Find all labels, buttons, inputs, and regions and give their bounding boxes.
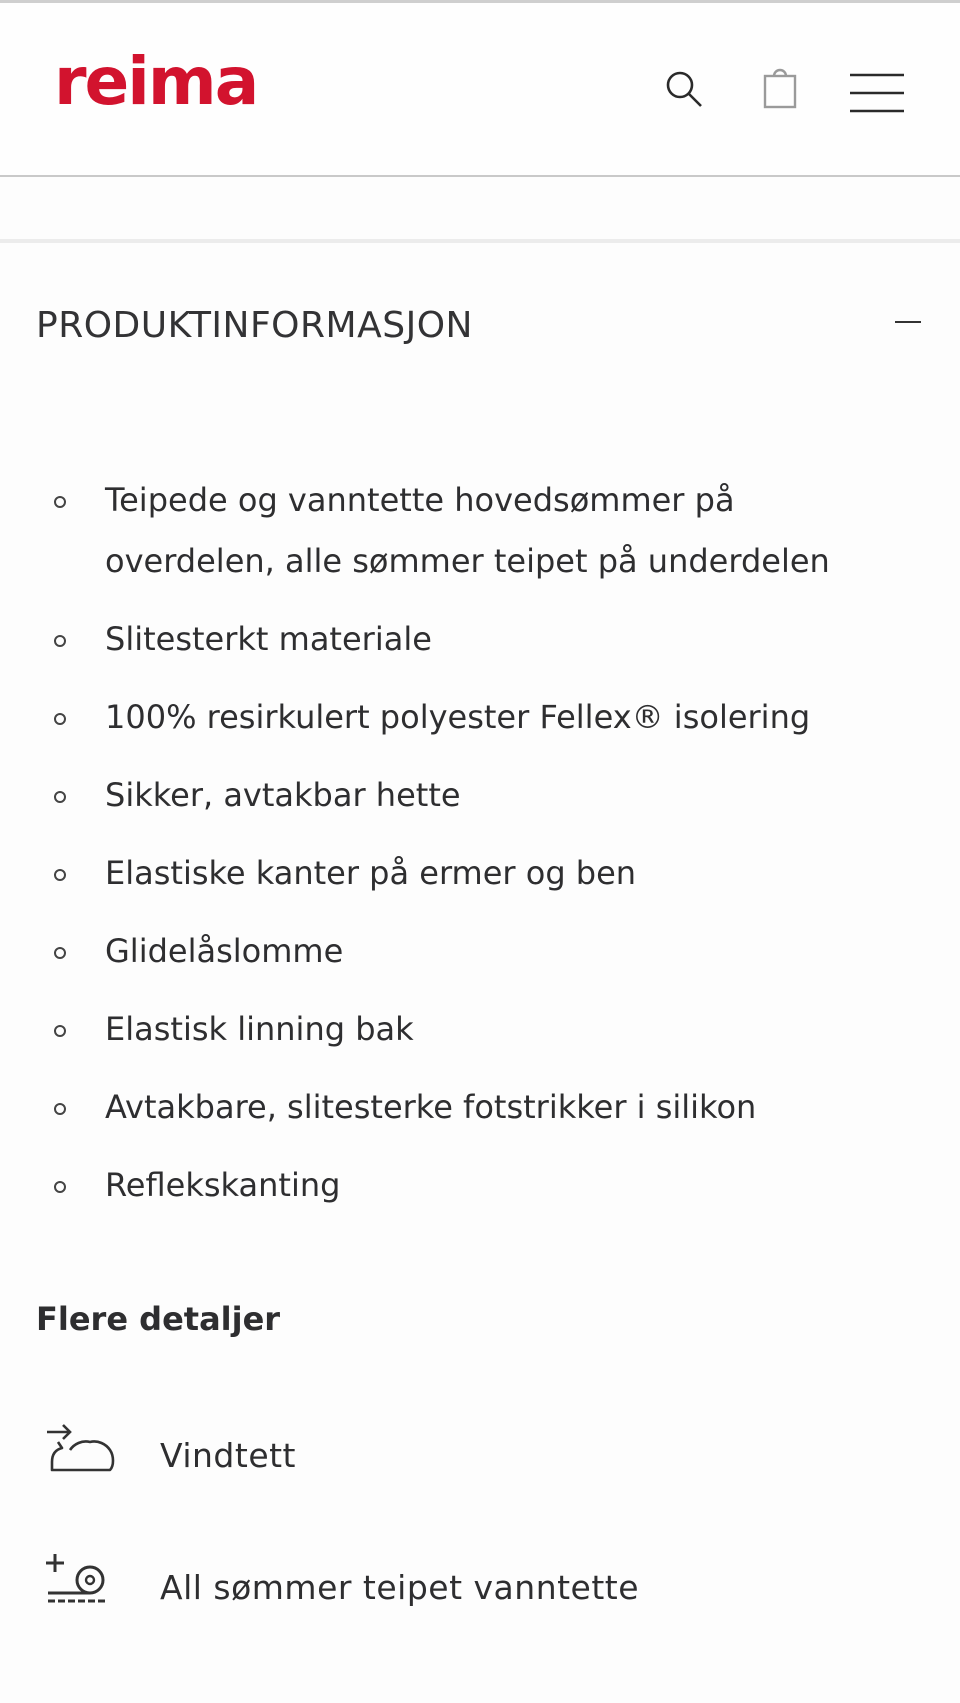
feature-text: Slitesterkt materiale xyxy=(105,620,432,658)
feature-item xyxy=(0,687,960,748)
feature-text: Elastisk linning bak xyxy=(105,1010,414,1048)
sub-header-bar xyxy=(0,177,960,243)
minus-icon[interactable] xyxy=(895,321,921,323)
feature-text: Glidelåslomme xyxy=(105,932,344,970)
feature-item xyxy=(0,843,960,904)
detail-label: Vindtett xyxy=(160,1436,296,1475)
bullet-icon xyxy=(54,1103,66,1115)
bullet-icon xyxy=(54,1025,66,1037)
accordion-title: PRODUKTINFORMASJON xyxy=(36,305,473,346)
feature-text: Teipede og vanntette hovedsømmer på overdelen, alle sømmer teipet på underdelen xyxy=(105,481,830,580)
shopping-bag-icon[interactable] xyxy=(762,67,798,109)
detail-item-windproof xyxy=(0,1420,960,1500)
site-header xyxy=(0,3,960,177)
feature-text: Elastiske kanter på ermer og ben xyxy=(105,854,637,892)
bullet-icon xyxy=(54,869,66,881)
accordion-product-info-header[interactable] xyxy=(0,247,960,403)
feature-text: Avtakbare, slitesterke fotstrikker i silikon xyxy=(105,1088,757,1126)
taped-seams-icon xyxy=(44,1552,116,1624)
feature-item xyxy=(0,1077,960,1138)
feature-list xyxy=(0,470,960,1233)
detail-item-taped-seams xyxy=(0,1552,960,1632)
more-details-heading: Flere detaljer xyxy=(36,1300,281,1338)
feature-item xyxy=(0,609,960,670)
feature-item xyxy=(0,921,960,982)
bullet-icon xyxy=(54,713,66,725)
feature-item xyxy=(0,765,960,826)
search-icon[interactable] xyxy=(664,69,704,109)
feature-item xyxy=(0,470,960,592)
bullet-icon xyxy=(54,635,66,647)
bullet-icon xyxy=(54,947,66,959)
hamburger-menu-icon[interactable] xyxy=(850,73,904,113)
bullet-icon xyxy=(54,496,66,508)
reima-logo[interactable]: reima xyxy=(54,43,258,120)
feature-item xyxy=(0,1155,960,1216)
wind-cloud-icon xyxy=(44,1420,116,1492)
detail-label: All sømmer teipet vanntette xyxy=(160,1568,640,1607)
bullet-icon xyxy=(54,791,66,803)
bullet-icon xyxy=(54,1181,66,1193)
feature-item xyxy=(0,999,960,1060)
feature-text: Sikker, avtakbar hette xyxy=(105,776,461,814)
feature-text: Reflekskanting xyxy=(105,1166,341,1204)
feature-text: 100% resirkulert polyester Fellex® isolering xyxy=(105,698,811,736)
